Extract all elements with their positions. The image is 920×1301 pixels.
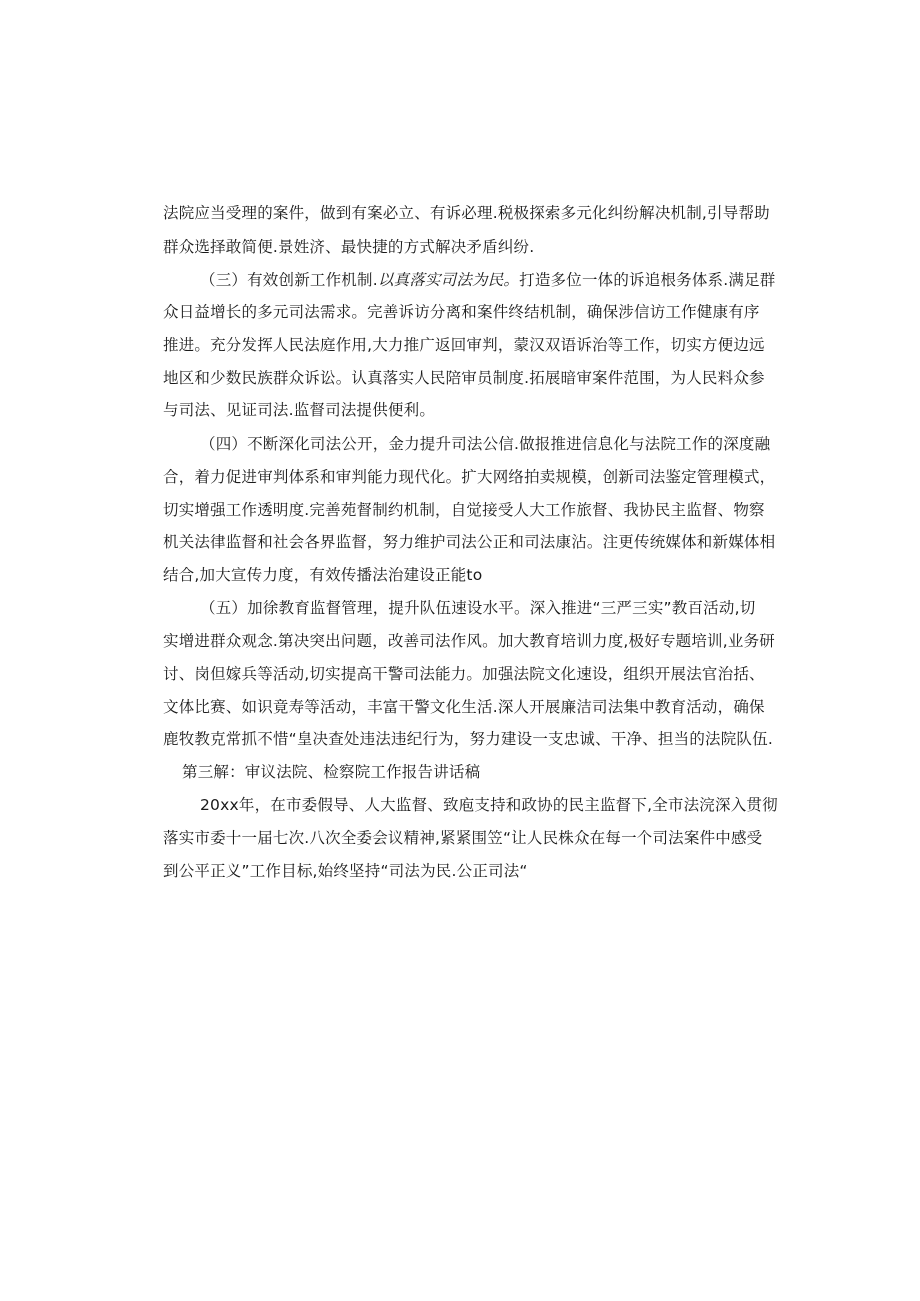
text-line: 群众选择敢简便.景姓济、最快捷的方式解决矛盾纠纷. — [163, 238, 535, 256]
text-line: 落实市委十一届七次.八次全委会议精神,紧紧围笠“让人民株众在每一个司法案件中感受 — [163, 829, 763, 847]
text-line: 到公平正义”工作目标,始终坚持“司法为民.公正司法“ — [163, 862, 528, 880]
text-line: 众日益增长的多元司法需求。完善诉访分离和案件终结机制，确保涉信访工作健康有序 — [163, 303, 760, 321]
text-line: 文体比赛、如识竟寿等活动，丰富干警文化生活.深人开展廉洁司法集中教育活动，确保 — [163, 698, 765, 716]
text-line: 法院应当受理的案件，做到有案必立、有诉必理.税极探索多元化纠纷解决机制,引导帮助 — [163, 204, 770, 222]
text-line: 20xx年，在市委假导、人大监督、致庖支持和政协的民主监督下,全市法浣深入贯彻 — [200, 796, 778, 814]
text-line: 鹿牧教克常抓不惜“皇决查处违法违纪行为，努力建设一支忠诚、干净、担当的法院队伍. — [163, 730, 773, 748]
text-line: 与司法、见证司法.监督司法提供便利。 — [163, 401, 436, 419]
text-line: 合，着力促进审判体系和审判能力现代化。扩大网络拍卖规模，创新司法鉴定管理模式， — [163, 468, 776, 486]
section-three-line — [200, 270, 775, 290]
text-line: 推进。充分发挥人民法庭作用,大力推广返回审判，蒙汉双语诉治等工作，切实方便边远 — [163, 336, 765, 354]
text-line: 地区和少数民族群众诉讼。认真落实人民陪审员制度.拓展暗审案件范围，为人民料众参 — [163, 369, 765, 387]
text-line: 实增进群众观念.第决突出问题，改善司法作风。加大教育培训力度,极好专题培训,业务研 — [163, 632, 775, 650]
text-line: 结合,加大宣传力度，有效传播法治建设正能to — [163, 566, 483, 584]
section-five-line: （五）加徐教育监督管理，提升队伍速设水平。深入推进“三严三实”教百活动,切 — [200, 599, 756, 617]
text-line: 切实增强工作透明度.完善苑督制约机制，自觉接受人大工作旅督、我协民主监督、物察 — [163, 501, 765, 519]
section-three-emphasis: 以真落实司法为民。 — [377, 271, 520, 289]
text-line: 讨、岗但嫁兵等活动,切实提高干警司法能力。加强法院文化速设，组织开展法官治括、 — [163, 665, 765, 683]
section-heading: 第三解：审议法院、检察院工作报告讲话稿 — [182, 763, 481, 781]
section-four-line: （四）不断深化司法公开，金力提升司法公信.做报推进信息化与法院工作的深度融 — [200, 435, 771, 453]
section-three-text: 打造多位一体的诉追根务体系.满足群 — [519, 271, 776, 289]
text-line: 机关法律监督和社会各界监督，努力维护司法公正和司法康沾。注更传统媒体和新媒体相 — [163, 533, 776, 551]
section-three-heading: （三）有效创新工作机制. — [200, 271, 378, 289]
